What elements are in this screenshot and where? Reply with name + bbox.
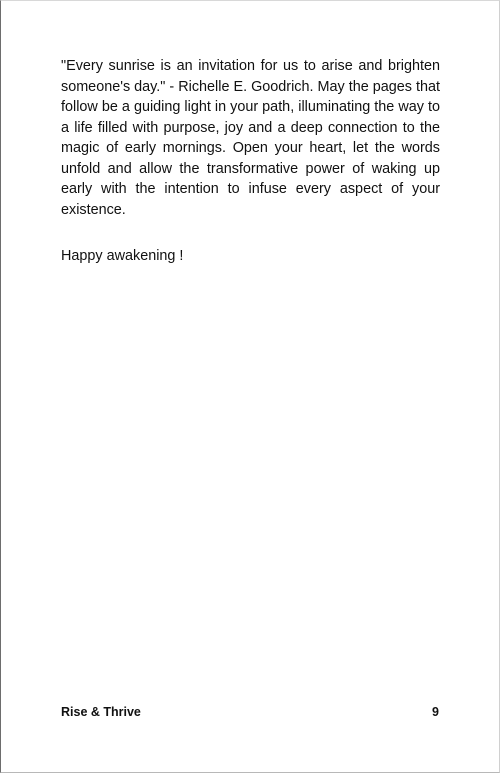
closing-line: Happy awakening !	[61, 248, 184, 264]
page-number: 9	[432, 705, 439, 719]
footer-book-title: Rise & Thrive	[61, 705, 141, 719]
body-paragraph: "Every sunrise is an invitation for us to arise and brighten someone's day." - Richelle E. Goodrich. May the pages that follow be a guiding light in your path, illuminating the way to a life filled with purpose, joy and a deep connection to the magic of early mornings. Open your heart, let the words unfold and allow the transformative power of waking up early with the intention to infuse every aspect of your existence.	[61, 58, 440, 218]
